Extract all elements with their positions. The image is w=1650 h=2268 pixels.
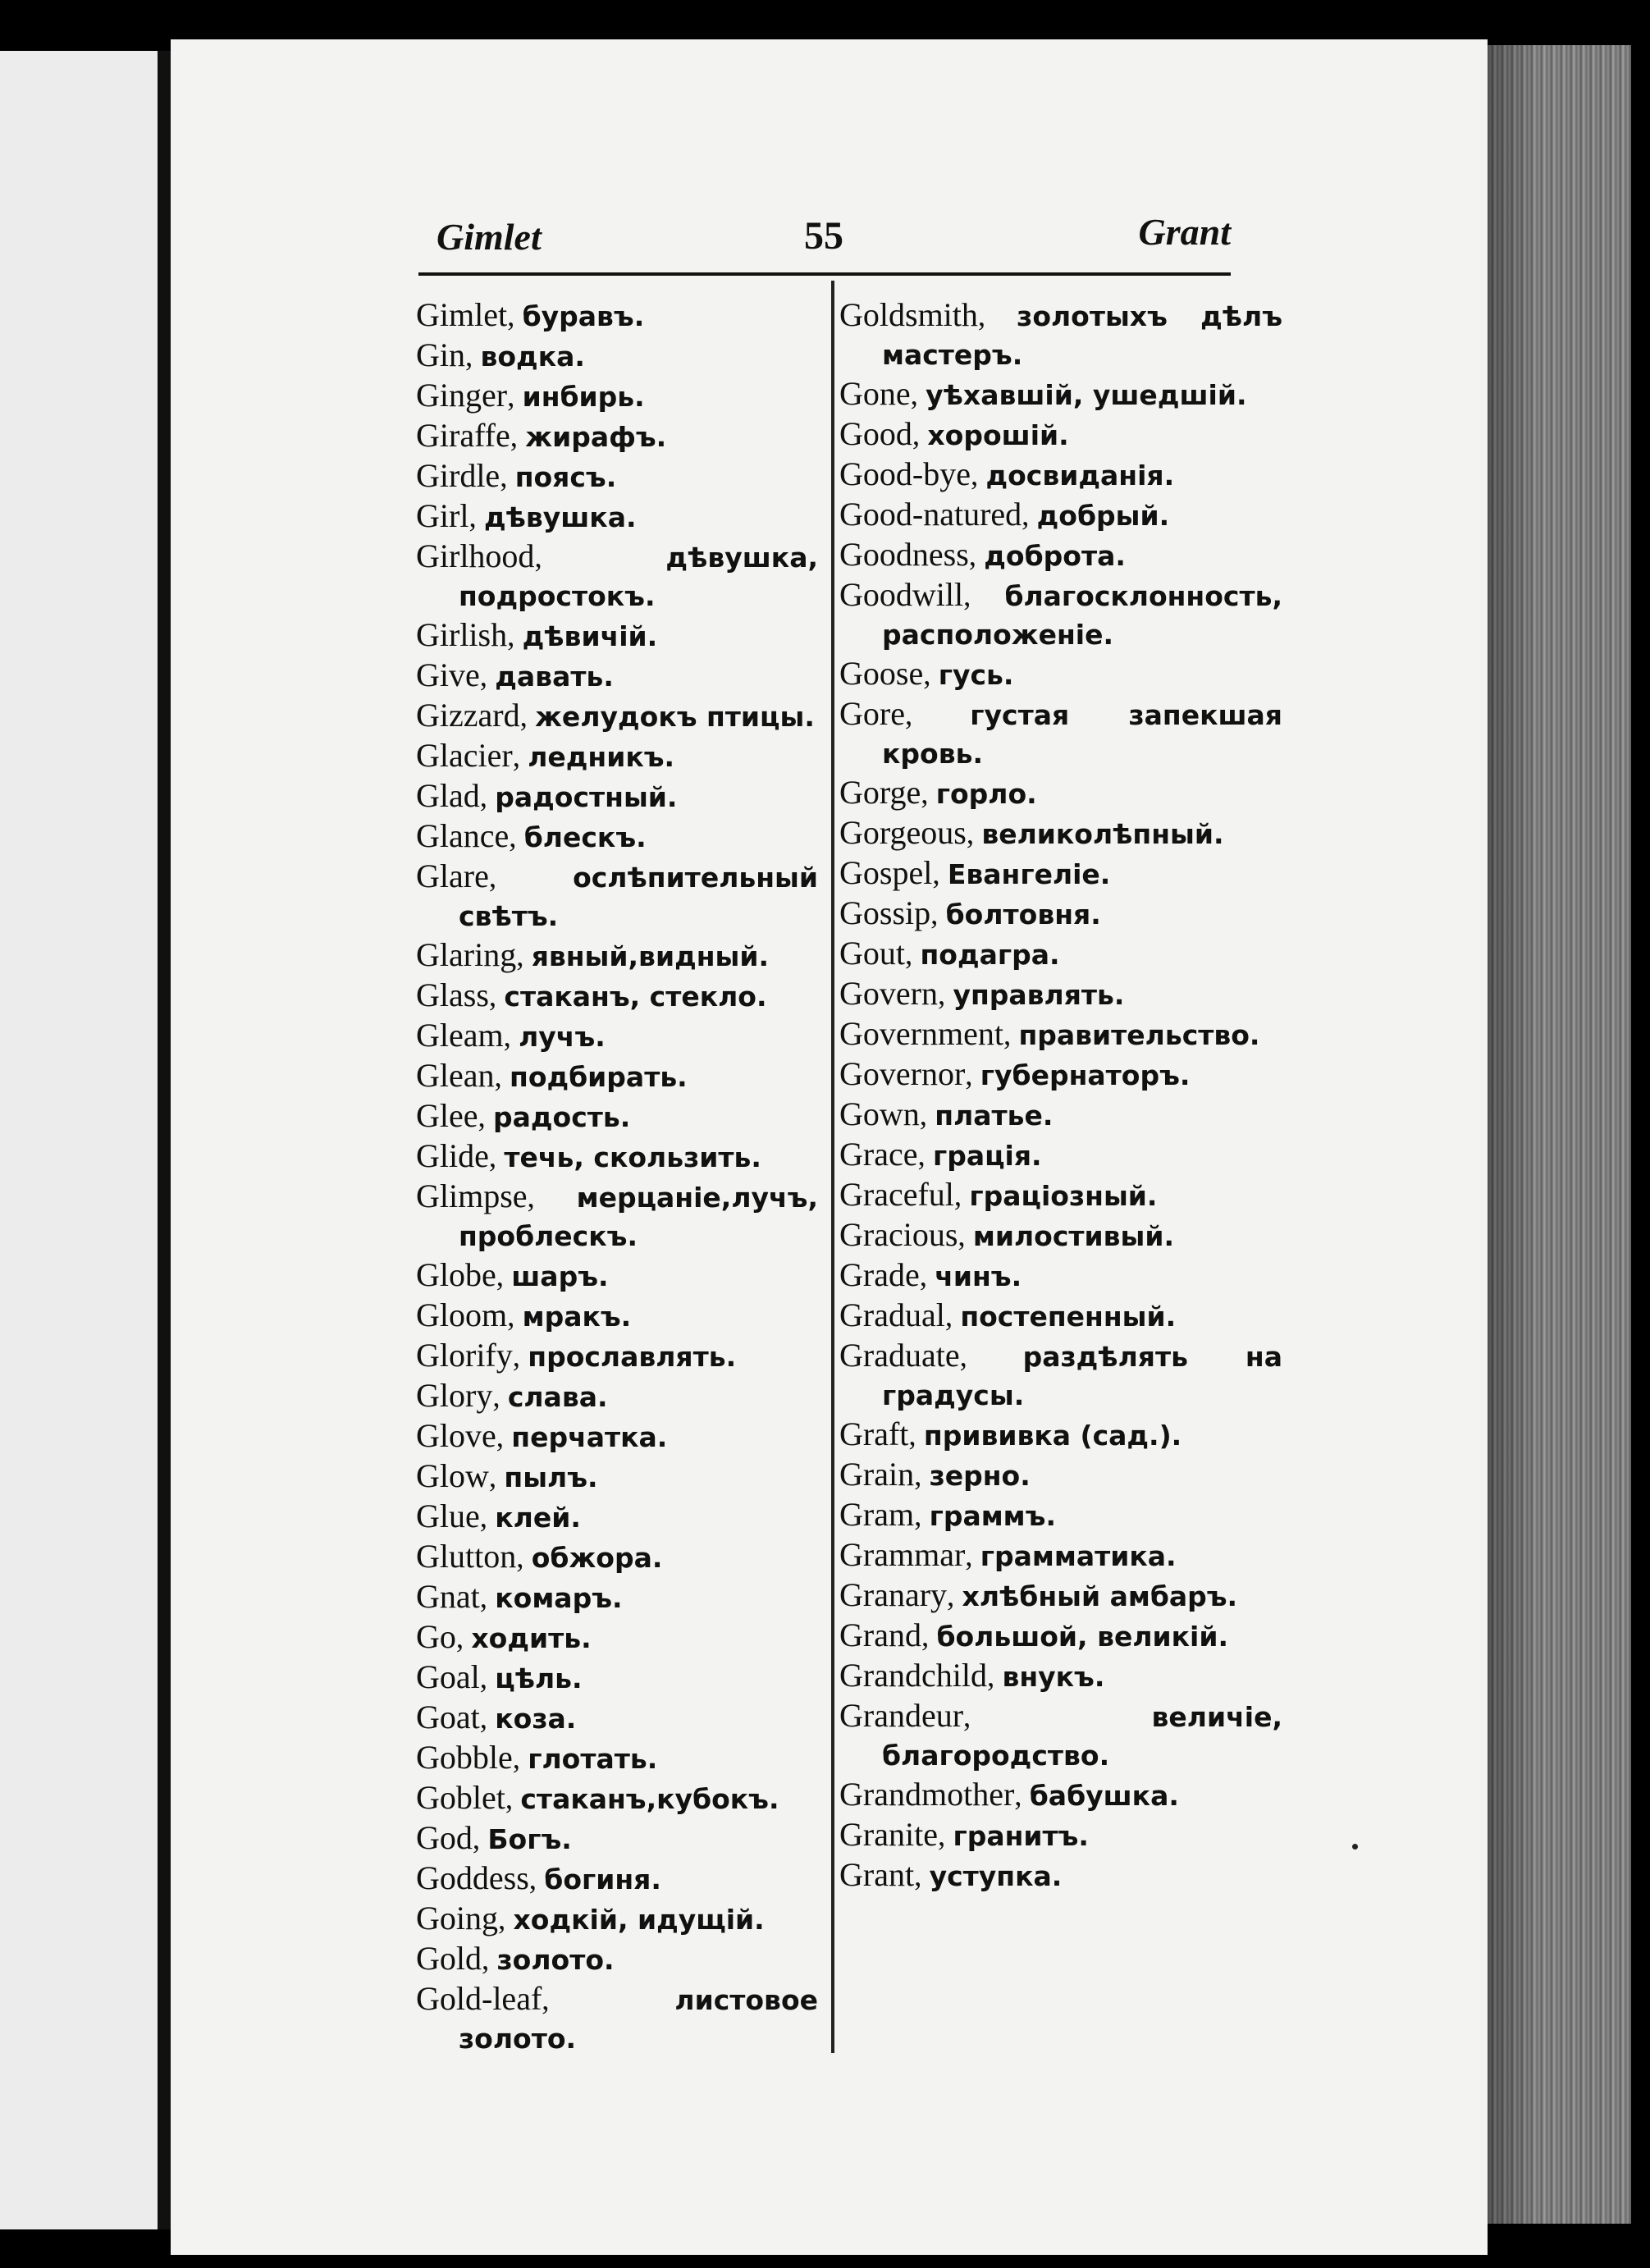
dictionary-entry: Grandeur, величіе, благородство. bbox=[839, 1697, 1282, 1772]
dictionary-entry: Good, хорошій. bbox=[839, 415, 1069, 452]
headword: Girdle bbox=[416, 457, 500, 494]
headword: Glean bbox=[416, 1057, 495, 1094]
headword: Grandmother bbox=[839, 1776, 1015, 1813]
definition: богиня. bbox=[544, 1863, 661, 1895]
headword: Glutton bbox=[416, 1538, 517, 1575]
definition: бабушка. bbox=[1029, 1780, 1179, 1812]
right-column bbox=[839, 295, 1282, 1895]
definition: большой, великій. bbox=[936, 1621, 1229, 1653]
dictionary-entry: Govern, управлять. bbox=[839, 975, 1125, 1012]
dictionary-entry: Gossip, болтовня. bbox=[839, 894, 1101, 931]
headword: Give bbox=[416, 656, 480, 693]
headword: Granary bbox=[839, 1576, 948, 1613]
definition: листовое золото. bbox=[459, 1984, 818, 2055]
dictionary-entry: Grant, уступка. bbox=[839, 1856, 1063, 1893]
definition: густая запекшая кровь. bbox=[882, 699, 1282, 770]
headword: Grain bbox=[839, 1456, 915, 1493]
definition: правительство. bbox=[1018, 1019, 1260, 1051]
dictionary-entry: Glue, клей. bbox=[416, 1498, 581, 1534]
definition: жирафъ. bbox=[525, 421, 667, 453]
headword: Glare bbox=[416, 857, 489, 894]
definition: постепенный. bbox=[960, 1301, 1177, 1333]
headword: Good-bye bbox=[839, 455, 971, 492]
headword: Graceful bbox=[839, 1176, 954, 1213]
dictionary-entry: Grace, грація. bbox=[839, 1136, 1042, 1173]
headword: Grandchild bbox=[839, 1657, 987, 1694]
dictionary-entry: Graft, прививка (сад.). bbox=[839, 1415, 1182, 1452]
definition: уступка. bbox=[929, 1860, 1063, 1892]
definition: ледникъ. bbox=[528, 741, 675, 773]
definition: ослѣпительный свѣтъ. bbox=[459, 862, 818, 932]
definition: комаръ. bbox=[495, 1582, 623, 1614]
headword: Gizzard bbox=[416, 697, 520, 734]
headword: Gold-leaf bbox=[416, 1980, 542, 2017]
dictionary-entry: Glimpse, мерцаніе,лучъ, проблескъ. bbox=[416, 1177, 818, 1252]
definition: раздѣлять на градусы. bbox=[882, 1341, 1282, 1411]
headword: Goddess bbox=[416, 1859, 529, 1896]
headword: Glue bbox=[416, 1498, 480, 1534]
dictionary-entry: Glow, пылъ. bbox=[416, 1457, 598, 1494]
definition: мракъ. bbox=[522, 1301, 632, 1333]
dictionary-entry: Gram, граммъ. bbox=[839, 1496, 1056, 1533]
definition: внукъ. bbox=[1002, 1661, 1105, 1693]
dictionary-entry: Gorgeous, великолѣпный. bbox=[839, 814, 1224, 851]
headword: Grandeur bbox=[839, 1697, 964, 1734]
definition: течь, скользить. bbox=[504, 1141, 761, 1173]
definition: болтовня. bbox=[945, 899, 1101, 931]
headword: Gradual bbox=[839, 1296, 945, 1333]
headword: Gobble bbox=[416, 1739, 513, 1776]
definition: платье. bbox=[935, 1100, 1054, 1132]
dictionary-entry: Good-bye, досвиданія. bbox=[839, 455, 1175, 492]
dictionary-entry: Glacier, ледникъ. bbox=[416, 737, 675, 774]
headword: Gimlet bbox=[416, 296, 508, 333]
definition: лучъ. bbox=[519, 1021, 606, 1053]
dictionary-entry: Grain, зерно. bbox=[839, 1456, 1031, 1493]
dictionary-entry: Girdle, поясъ. bbox=[416, 457, 617, 494]
dictionary-entry: Globe, шаръ. bbox=[416, 1256, 609, 1293]
headword: Gorgeous bbox=[839, 814, 967, 851]
headword: Goodness bbox=[839, 536, 969, 573]
headword: Goal bbox=[416, 1658, 480, 1695]
headword: Goldsmith bbox=[839, 296, 978, 333]
dictionary-entry: Glance, блескъ. bbox=[416, 817, 647, 854]
dictionary-entry: Goddess, богиня. bbox=[416, 1859, 661, 1896]
dictionary-entry: Gold-leaf, листовое золото. bbox=[416, 1980, 818, 2055]
headword: Gospel bbox=[839, 854, 933, 891]
definition: великолѣпный. bbox=[981, 818, 1224, 850]
headword: Gloom bbox=[416, 1296, 508, 1333]
headword: Ginger bbox=[416, 377, 508, 414]
headword: Grant bbox=[839, 1856, 915, 1893]
definition: благосклонность, расположеніе. bbox=[882, 580, 1282, 651]
book-gutter bbox=[158, 51, 171, 2229]
headword: Globe bbox=[416, 1256, 496, 1293]
dictionary-entry: Glutton, обжора. bbox=[416, 1538, 663, 1575]
headword: Grand bbox=[839, 1616, 921, 1653]
headword: Glad bbox=[416, 777, 480, 814]
definition: доброта. bbox=[984, 540, 1126, 572]
definition: стаканъ,кубокъ. bbox=[520, 1783, 779, 1815]
definition: коза. bbox=[495, 1703, 577, 1735]
dictionary-entry: Glean, подбирать. bbox=[416, 1057, 688, 1094]
headword: Governor bbox=[839, 1055, 966, 1092]
headword: Gleam bbox=[416, 1017, 504, 1054]
dictionary-entry: Goblet, стаканъ,кубокъ. bbox=[416, 1779, 779, 1816]
dictionary-entry: Graceful, граціозный. bbox=[839, 1176, 1158, 1213]
headword: God bbox=[416, 1819, 473, 1856]
left-page-edge bbox=[0, 51, 158, 2229]
definition: радостный. bbox=[495, 781, 678, 813]
headword: Glory bbox=[416, 1377, 493, 1414]
dictionary-entry: Gown, платье. bbox=[839, 1095, 1054, 1132]
definition: перчатка. bbox=[511, 1421, 668, 1453]
definition: мерцаніе,лучъ, проблескъ. bbox=[459, 1182, 818, 1252]
headword: Graft bbox=[839, 1415, 909, 1452]
dictionary-entry: Gore, густая запекшая кровь. bbox=[839, 695, 1282, 770]
dictionary-entry: Girlhood, дѣвушка, подростокъ. bbox=[416, 537, 818, 612]
definition: буравъ. bbox=[522, 300, 645, 332]
dictionary-entry: Gold, золото. bbox=[416, 1940, 615, 1977]
dictionary-entry: Glory, слава. bbox=[416, 1377, 608, 1414]
dictionary-entry: Gizzard, желудокъ птицы. bbox=[416, 697, 815, 734]
definition: граціозный. bbox=[969, 1180, 1158, 1212]
headword: Goblet bbox=[416, 1779, 505, 1816]
headword: Gold bbox=[416, 1940, 482, 1977]
headword: Girl bbox=[416, 497, 469, 534]
headword: Gone bbox=[839, 375, 911, 412]
headword: Girlhood bbox=[416, 537, 535, 574]
dictionary-entry: Gloom, мракъ. bbox=[416, 1296, 632, 1333]
definition: досвиданія. bbox=[985, 460, 1175, 492]
definition: грація. bbox=[932, 1140, 1042, 1172]
definition: пылъ. bbox=[504, 1461, 598, 1493]
dictionary-entry: Grandmother, бабушка. bbox=[839, 1776, 1179, 1813]
dictionary-entry: Grammar, грамматика. bbox=[839, 1536, 1177, 1573]
headword: Good-natured bbox=[839, 496, 1022, 533]
headword: Glass bbox=[416, 976, 489, 1013]
dictionary-entry: Glare, ослѣпительный свѣтъ. bbox=[416, 857, 818, 932]
definition: добрый. bbox=[1036, 500, 1170, 532]
headword: Go bbox=[416, 1618, 456, 1655]
definition: подагра. bbox=[920, 939, 1060, 971]
headword: Glorify bbox=[416, 1337, 513, 1374]
definition: желудокъ птицы. bbox=[535, 701, 815, 733]
definition: гусь. bbox=[938, 659, 1014, 691]
headword: Govern bbox=[839, 975, 938, 1012]
definition: клей. bbox=[495, 1502, 581, 1534]
dictionary-entry: Goat, коза. bbox=[416, 1699, 577, 1735]
definition: грамматика. bbox=[980, 1540, 1177, 1572]
dictionary-entry: Giraffe, жирафъ. bbox=[416, 417, 667, 454]
dictionary-entry: Glaring, явный,видный. bbox=[416, 936, 770, 973]
dictionary-entry: Grade, чинъ. bbox=[839, 1256, 1022, 1293]
headword: Glacier bbox=[416, 737, 513, 774]
dictionary-entry: Gone, уѣхавшій, ушедшій. bbox=[839, 375, 1247, 412]
ink-speck bbox=[1352, 1844, 1358, 1850]
headword: Goodwill bbox=[839, 576, 964, 613]
headword: Graduate bbox=[839, 1337, 960, 1374]
definition: прививка (сад.). bbox=[923, 1420, 1182, 1452]
definition: зерно. bbox=[929, 1460, 1031, 1492]
dictionary-entry: Graduate, раздѣлять на градусы. bbox=[839, 1337, 1282, 1411]
dictionary-entry: Ginger, инбирь. bbox=[416, 377, 645, 414]
dictionary-entry: Glad, радостный. bbox=[416, 777, 678, 814]
dictionary-entry: Granary, хлѣбный амбаръ. bbox=[839, 1576, 1238, 1613]
dictionary-entry: Goodwill, благосклонность, расположеніе. bbox=[839, 576, 1282, 651]
dictionary-entry: Girlish, дѣвичій. bbox=[416, 616, 658, 653]
dictionary-entry: Government, правительство. bbox=[839, 1015, 1260, 1052]
definition: хлѣбный амбаръ. bbox=[962, 1580, 1238, 1612]
dictionary-entry: God, Богъ. bbox=[416, 1819, 572, 1856]
definition: ходкій, идущій. bbox=[513, 1904, 765, 1936]
headword: Gossip bbox=[839, 894, 931, 931]
header-first-word: Gimlet bbox=[436, 216, 542, 258]
definition: шаръ. bbox=[511, 1260, 609, 1292]
dictionary-entry: Going, ходкій, идущій. bbox=[416, 1900, 765, 1936]
definition: водка. bbox=[480, 341, 585, 373]
headword: Granite bbox=[839, 1816, 938, 1853]
definition: обжора. bbox=[531, 1542, 663, 1574]
dictionary-entry: Girl, дѣвушка. bbox=[416, 497, 637, 534]
header-last-word: Grant bbox=[1138, 211, 1231, 253]
definition: уѣхавшій, ушедшій. bbox=[926, 379, 1247, 411]
page-edge-shadow bbox=[1488, 45, 1537, 2224]
definition: дѣвушка, подростокъ. bbox=[459, 542, 818, 612]
dictionary-entry: Gracious, милостивый. bbox=[839, 1216, 1175, 1253]
headword: Grammar bbox=[839, 1536, 966, 1573]
headword: Giraffe bbox=[416, 417, 510, 454]
definition: горло. bbox=[935, 778, 1037, 810]
definition: губернаторъ. bbox=[980, 1059, 1191, 1091]
dictionary-entry: Give, давать. bbox=[416, 656, 614, 693]
definition: стаканъ, стекло. bbox=[504, 981, 767, 1013]
dictionary-entry: Gimlet, буравъ. bbox=[416, 296, 645, 333]
headword: Goat bbox=[416, 1699, 480, 1735]
headword: Glaring bbox=[416, 936, 517, 973]
headword: Government bbox=[839, 1015, 1003, 1052]
headword: Glance bbox=[416, 817, 510, 854]
definition: прославлять. bbox=[528, 1341, 737, 1373]
dictionary-entry: Goose, гусь. bbox=[839, 655, 1014, 692]
definition: инбирь. bbox=[522, 381, 645, 413]
definition: гранитъ. bbox=[953, 1820, 1089, 1852]
headword: Gout bbox=[839, 935, 905, 972]
dictionary-entry: Gobble, глотать. bbox=[416, 1739, 658, 1776]
definition: дѣвичій. bbox=[522, 620, 658, 652]
definition: поясъ. bbox=[514, 461, 617, 493]
dictionary-entry: Grandchild, внукъ. bbox=[839, 1657, 1105, 1694]
dictionary-entry: Goodness, доброта. bbox=[839, 536, 1126, 573]
dictionary-page bbox=[171, 39, 1488, 2255]
headword: Gorge bbox=[839, 774, 921, 811]
dictionary-entry: Gospel, Евангеліе. bbox=[839, 854, 1111, 891]
headword: Gin bbox=[416, 336, 465, 373]
headword: Gown bbox=[839, 1095, 920, 1132]
headword: Grade bbox=[839, 1256, 920, 1293]
headword: Good bbox=[839, 415, 912, 452]
headword: Glow bbox=[416, 1457, 489, 1494]
headword: Grace bbox=[839, 1136, 918, 1173]
headword: Gram bbox=[839, 1496, 915, 1533]
dictionary-entry: Gnat, комаръ. bbox=[416, 1578, 623, 1615]
dictionary-entry: Good-natured, добрый. bbox=[839, 496, 1170, 533]
definition: хорошій. bbox=[927, 419, 1069, 451]
headword: Gnat bbox=[416, 1578, 480, 1615]
headword: Gracious bbox=[839, 1216, 958, 1253]
dictionary-entry: Granite, гранитъ. bbox=[839, 1816, 1089, 1853]
dictionary-entry: Glass, стаканъ, стекло. bbox=[416, 976, 767, 1013]
headword: Glide bbox=[416, 1137, 489, 1174]
definition: глотать. bbox=[528, 1743, 658, 1775]
headword: Gore bbox=[839, 695, 905, 732]
dictionary-entry: Governor, губернаторъ. bbox=[839, 1055, 1191, 1092]
dictionary-entry: Goldsmith, золотыхъ дѣлъ мастеръ. bbox=[839, 296, 1282, 371]
definition: дѣвушка. bbox=[483, 501, 637, 533]
dictionary-entry: Glove, перчатка. bbox=[416, 1417, 668, 1454]
dictionary-entry: Gradual, постепенный. bbox=[839, 1296, 1177, 1333]
headword: Glimpse bbox=[416, 1177, 528, 1214]
definition: управлять. bbox=[953, 979, 1125, 1011]
header-rule bbox=[418, 272, 1231, 276]
dictionary-entry: Go, ходить. bbox=[416, 1618, 592, 1655]
definition: Евангеліе. bbox=[947, 858, 1111, 890]
headword: Goose bbox=[839, 655, 924, 692]
definition: ходить. bbox=[471, 1622, 592, 1654]
headword: Glee bbox=[416, 1097, 478, 1134]
dictionary-entry: Gorge, горло. bbox=[839, 774, 1037, 811]
left-column bbox=[416, 295, 818, 2058]
definition: величіе, благородство. bbox=[882, 1701, 1282, 1772]
definition: Богъ. bbox=[487, 1823, 572, 1855]
headword: Glove bbox=[416, 1417, 496, 1454]
page-number: 55 bbox=[804, 214, 843, 258]
dictionary-entry: Gleam, лучъ. bbox=[416, 1017, 606, 1054]
column-divider bbox=[831, 281, 834, 2053]
definition: блескъ. bbox=[523, 821, 647, 853]
definition: граммъ. bbox=[929, 1500, 1056, 1532]
dictionary-entry: Gin, водка. bbox=[416, 336, 585, 373]
dictionary-entry: Glee, радость. bbox=[416, 1097, 631, 1134]
definition: радость. bbox=[493, 1101, 631, 1133]
definition: явный,видный. bbox=[531, 940, 770, 972]
dictionary-entry: Gout, подагра. bbox=[839, 935, 1060, 972]
definition: давать. bbox=[495, 661, 614, 693]
definition: слава. bbox=[507, 1381, 608, 1413]
definition: золото. bbox=[496, 1944, 615, 1976]
dictionary-entry: Goal, цѣль. bbox=[416, 1658, 583, 1695]
definition: золотыхъ дѣлъ мастеръ. bbox=[882, 300, 1282, 371]
definition: подбирать. bbox=[510, 1061, 688, 1093]
definition: чинъ. bbox=[935, 1260, 1022, 1292]
running-header bbox=[427, 205, 1247, 271]
dictionary-entry: Glide, течь, скользить. bbox=[416, 1137, 761, 1174]
definition: милостивый. bbox=[972, 1220, 1175, 1252]
headword: Girlish bbox=[416, 616, 508, 653]
headword: Going bbox=[416, 1900, 498, 1936]
definition: цѣль. bbox=[495, 1662, 583, 1694]
dictionary-entry: Glorify, прославлять. bbox=[416, 1337, 737, 1374]
dictionary-entry: Grand, большой, великій. bbox=[839, 1616, 1229, 1653]
